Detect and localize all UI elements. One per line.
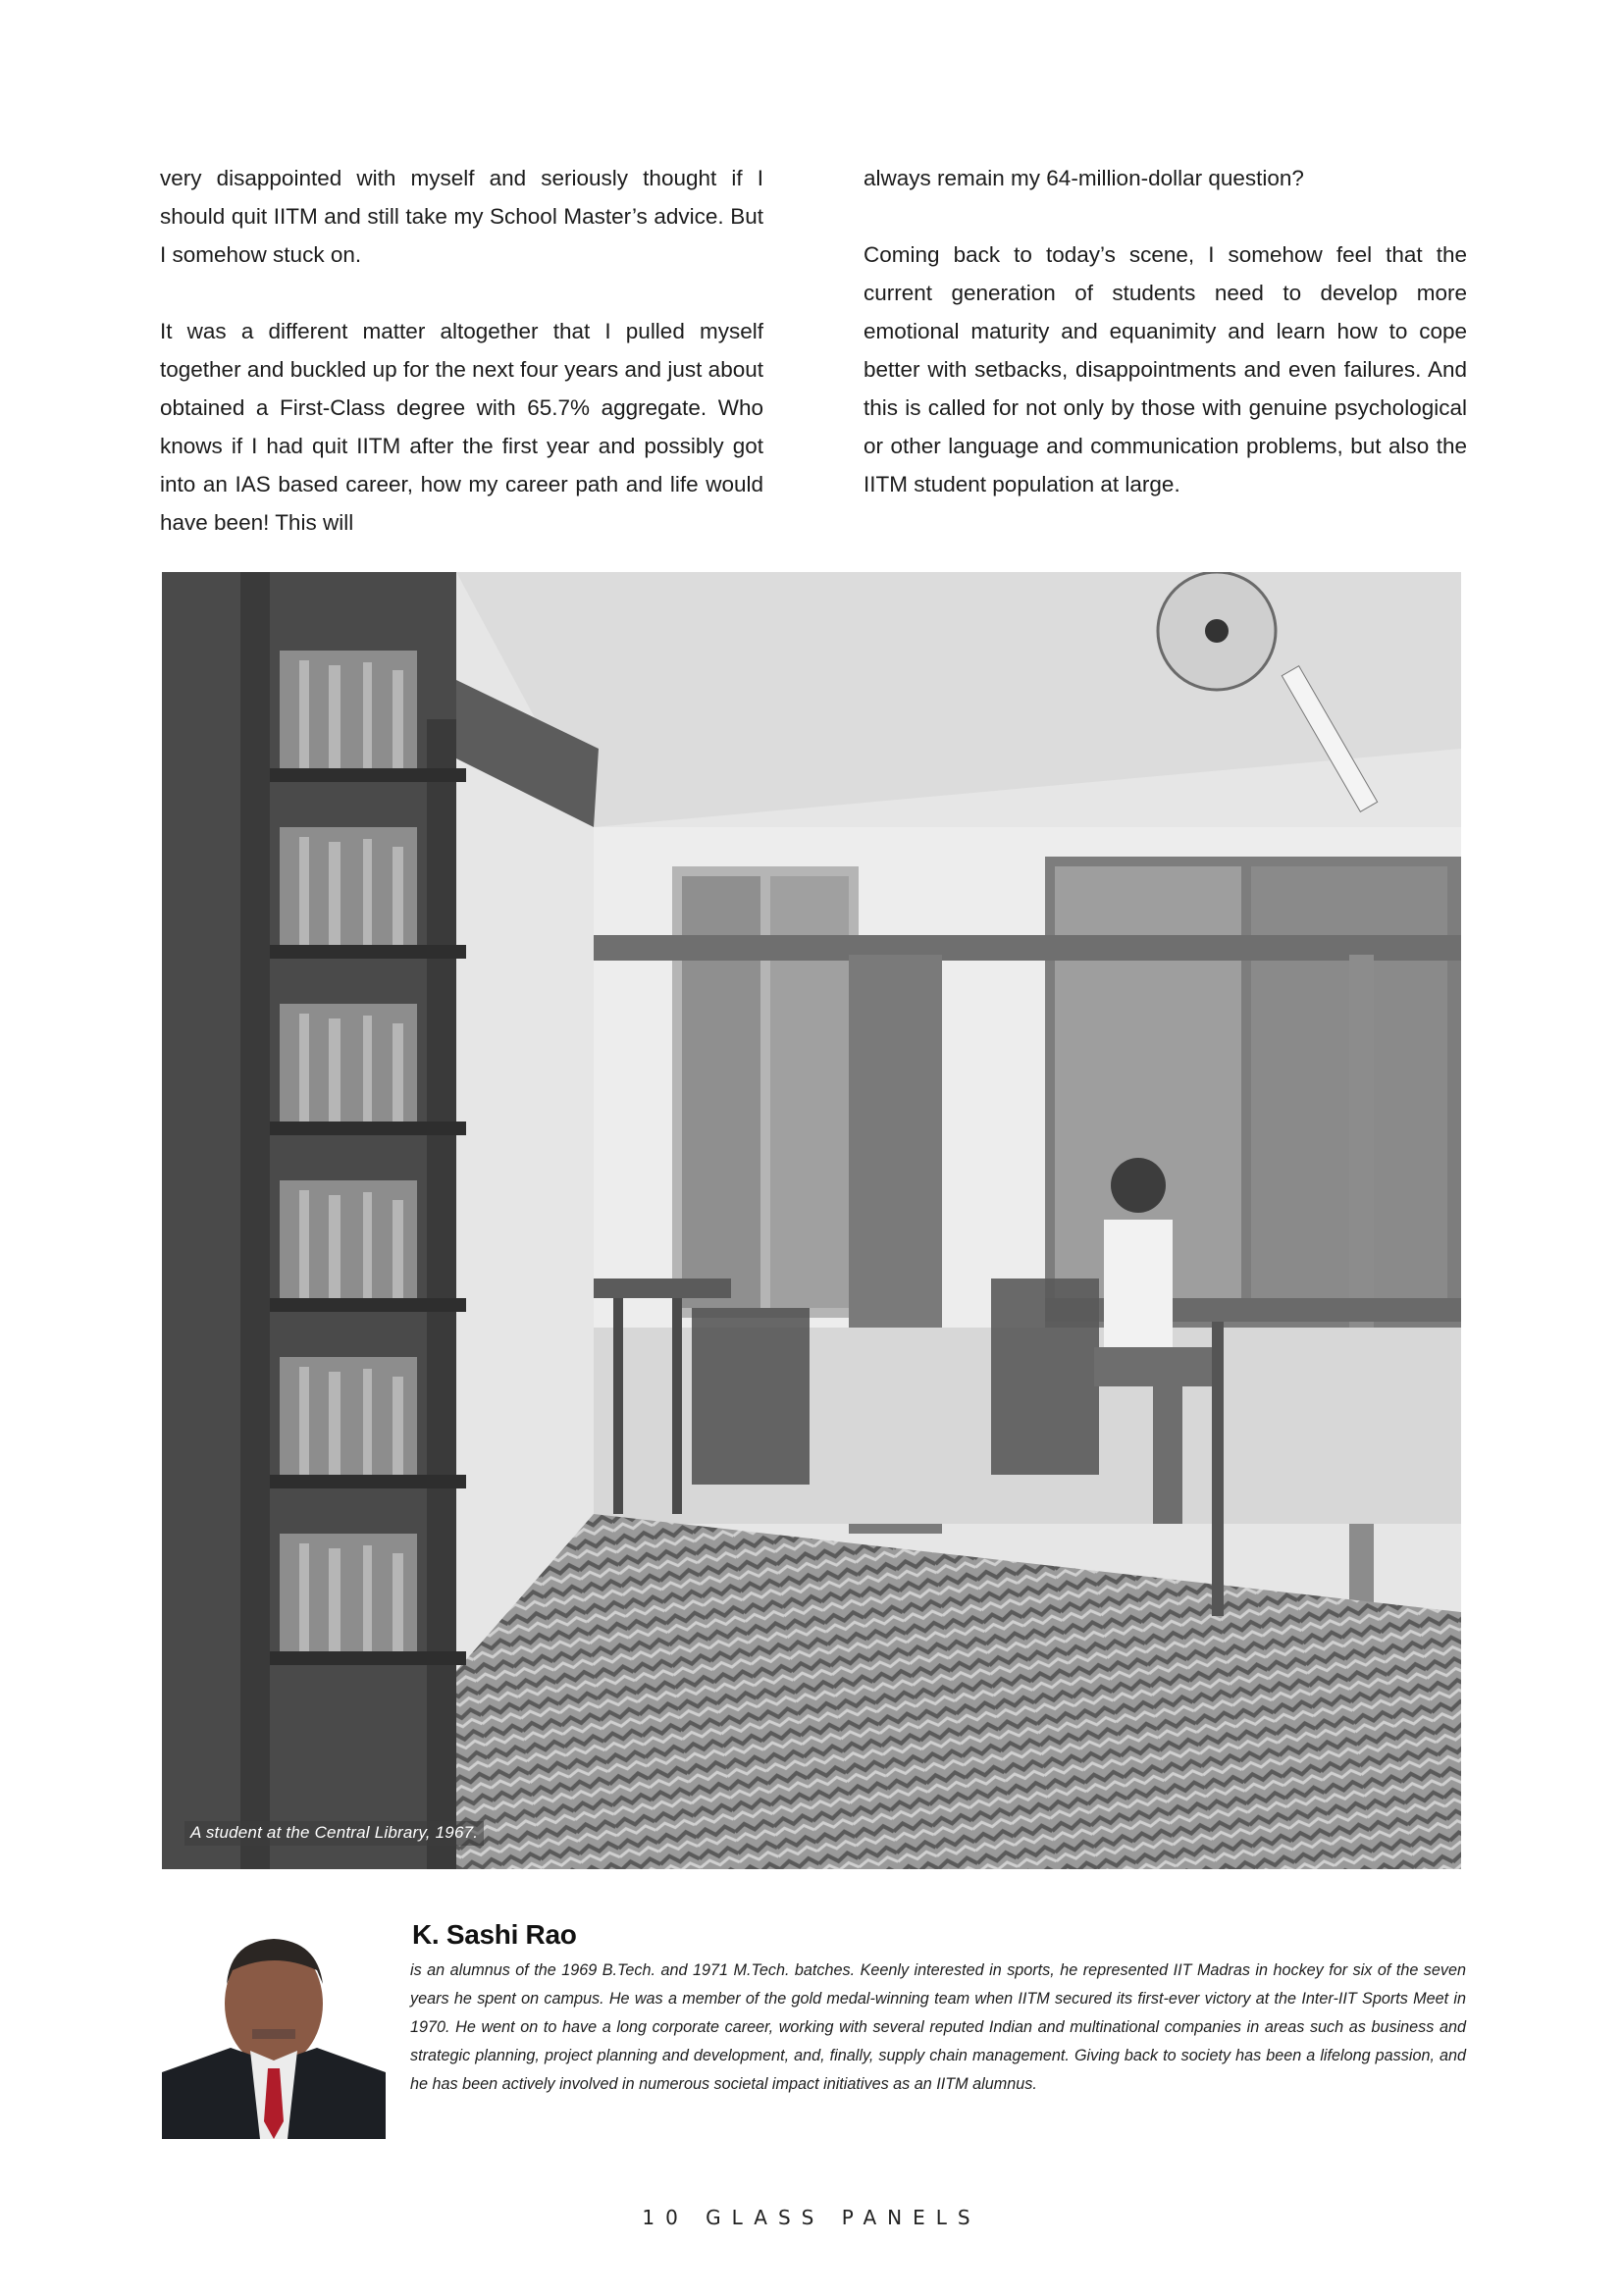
author-bio-text: is an alumnus of the 1969 B.Tech. and 1971 M.Tech. batches. Keenly interested in sports, he represented IIT Madras in hockey for six of the seven years he spent on campus. He was a member of the gold medal-winning team when IITM secured its first-ever victory at the Inter-IIT Sports Meet in 1970. He went on to have a long corporate career, working with several reputed Indian and multinational companies in areas such as business and strategic planning, project planning and development, and, finally, supply chain management. Giving back to society has been a lifelong passion, and he has been actively involved in numerous societal impact initiatives as an IITM alumnus. (410, 1961, 1466, 2093)
author-portrait-image (162, 1925, 386, 2139)
paragraph: It was a different matter altogether that I pulled myself together and buckled up for the next four years and just about obtained a First-Class degree with 65.7% aggregate. Who knows if I had quit IITM after the first year and possibly got into an IAS based career, how my career path and life would have been! This will (160, 319, 763, 535)
paragraph: Coming back to today’s scene, I somehow feel that the current generation of students need to develop more emotional maturity and equanimity and learn how to cope better with setbacks, disappointments and even failures. And this is called for not only by those with genuine psychological or other language and communication problems, but also the IITM student population at large. (864, 242, 1467, 496)
article-right-column (864, 159, 1467, 542)
author-name: K. Sashi Rao (412, 1919, 577, 1950)
author-portrait (162, 1925, 386, 2139)
paragraph: always remain my 64-million-dollar question? (864, 166, 1304, 190)
library-photo (162, 572, 1461, 1869)
article-left-column (160, 159, 763, 580)
library-photo-image (162, 572, 1461, 1869)
paragraph: very disappointed with myself and seriously thought if I should quit IITM and still take my School Master’s advice. But I somehow stuck on. (160, 166, 763, 267)
author-bio (410, 1919, 1466, 2099)
page-footer: 10 GLASS PANELS (642, 2206, 981, 2229)
photo-caption: A student at the Central Library, 1967. (184, 1821, 484, 1846)
